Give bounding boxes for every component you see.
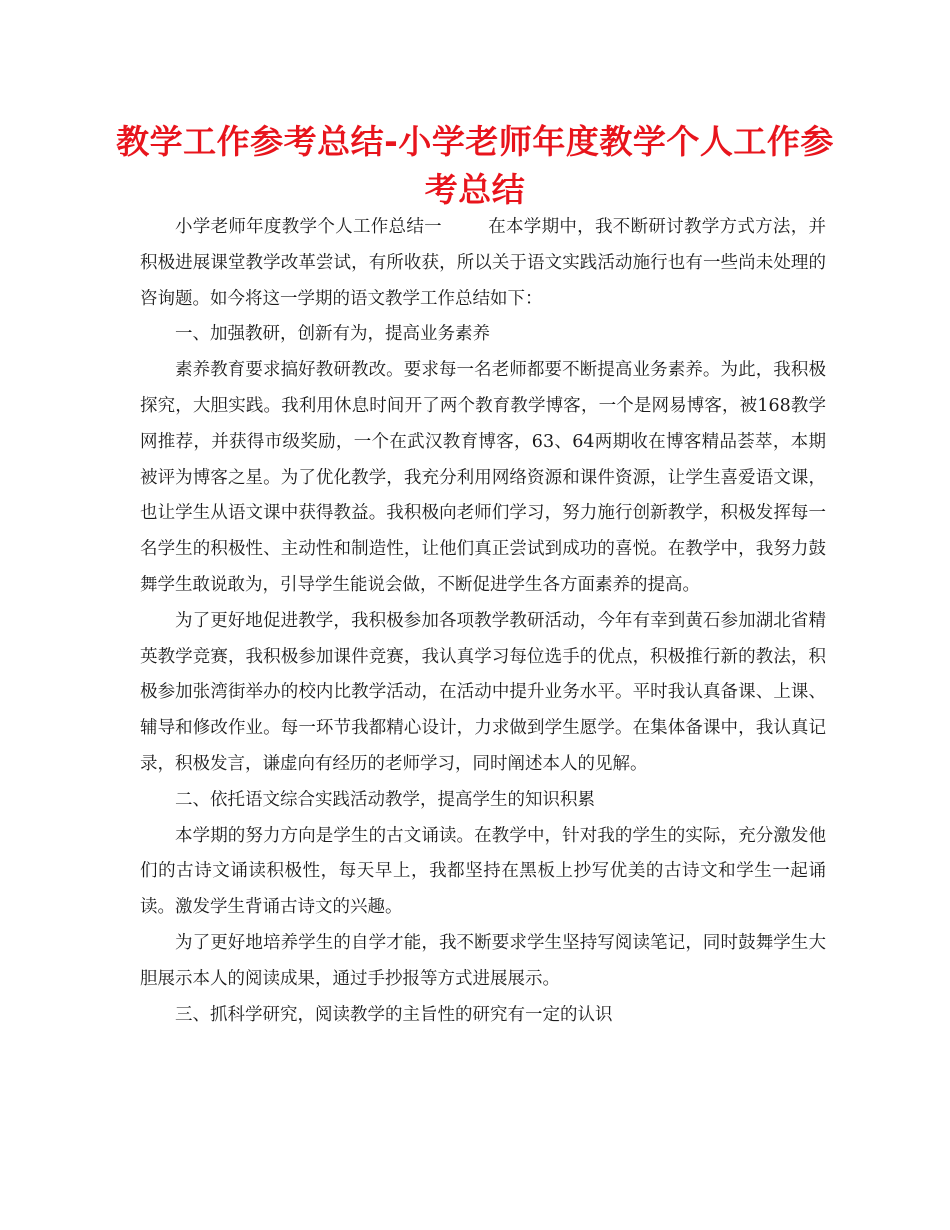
document-title: 教学工作参考总结-小学老师年度教学个人工作参考总结 <box>116 122 834 209</box>
section-heading-2: 二、依托语文综合实践活动教学，提高学生的知识积累 <box>175 789 595 810</box>
section-heading-1: 一、加强教研，创新有为，提高业务素养 <box>175 324 490 345</box>
body-paragraph: 为了更好地促进教学，我积极参加各项教学教研活动，今年有幸到黄石参加湖北省精英教学竞赛，我积极参加课件竞赛，我认真学习每位选手的优点，积极推行新的教法，积极参加张湾街举办的校内比教学活动，在活动中提升业务水平。平时我认真备课、上课、辅导和修改作业。每一环节我都精心设计，力求做到学生愿学。在集体备课中，我认真记录，积极发言，谦虚向有经历的老师学习，同时阐述本人的见解。 <box>140 610 826 774</box>
intro-text: 在本学期中，我不断研讨教学方式方法，并积极进展课堂教学改革尝试，有所收获，所以关于语文实践活动施行也有一些尚未处理的咨询题。如今将这一学期的语文教学工作总结如下： <box>140 217 827 309</box>
body-paragraph: 素养教育要求搞好教研教改。要求每一名老师都要不断提高业务素养。为此，我积极探究，大胆实践。我利用休息时间开了两个教育教学博客，一个是网易博客，被168教学网推荐，并获得市级奖励，一个在武汉教育博客，63、64两期收在博客精品荟萃，本期被评为博客之星。为了优化教学，我充分利用网络资源和课件资源，让学生喜爱语文课，也让学生从语文课中获得教益。我积极向老师们学习，努力施行创新教学，积极发挥每一名学生的积极性、主动性和制造性，让他们真正尝试到成功的喜悦。在教学中，我努力鼓舞学生敢说敢为，引导学生能说会做，不断促进学生各方面素养的提高。 <box>140 360 826 595</box>
document-body <box>140 210 826 1033</box>
intro-heading: 小学老师年度教学个人工作总结一 <box>175 217 442 237</box>
body-paragraph: 为了更好地培养学生的自学才能，我不断要求学生坚持写阅读笔记，同时鼓舞学生大胆展示本人的阅读成果，通过手抄报等方式进展展示。 <box>140 932 826 989</box>
body-paragraph: 本学期的努力方向是学生的古文诵读。在教学中，针对我的学生的实际，充分激发他们的古诗文诵读积极性，每天早上，我都坚持在黑板上抄写优美的古诗文和学生一起诵读。激发学生背诵古诗文的兴趣。 <box>140 825 826 918</box>
section-heading-3: 三、抓科学研究，阅读教学的主旨性的研究有一定的认识 <box>175 1004 613 1025</box>
intro-paragraph <box>140 210 826 317</box>
